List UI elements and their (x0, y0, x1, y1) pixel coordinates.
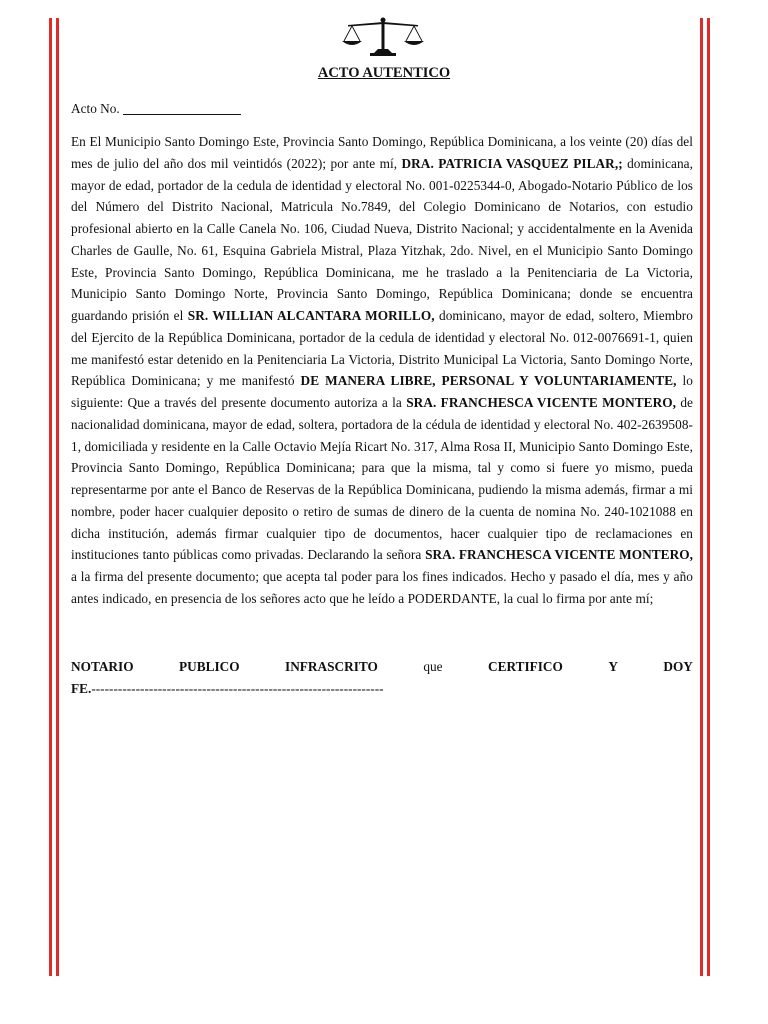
certification-word: DOY (663, 659, 693, 674)
paragraph-run: lo siguiente: Que a través del presente documento autoriza a la (71, 373, 693, 410)
certification-word: CERTIFICO (487, 659, 563, 674)
fe-label: FE. (71, 680, 92, 696)
left-border-line-inner (56, 18, 59, 976)
left-border-line-outer (49, 18, 52, 976)
paragraph-bold-run: SRA. FRANCHESCA VICENTE MONTERO, (425, 547, 693, 563)
paragraph-bold-run: DRA. PATRICIA VASQUEZ PILAR,; (401, 155, 623, 171)
paragraph-run: En El Municipio Santo Domingo Este, Provincia Santo Domingo, República Dominicana, a los veinte (20) días del mes de julio del año dos mil veintidós (2022); por ante mí, (71, 134, 693, 171)
certification-block (71, 656, 693, 700)
paragraph-bold-run: SRA. FRANCHESCA VICENTE MONTERO, (406, 395, 677, 410)
acto-number-line (71, 101, 241, 117)
right-border-line-outer (707, 18, 710, 976)
paragraph-run: de nacionalidad dominicana, mayor de edad, soltera, portadora de la cédula de identidad y electoral No. 402-2639508-1, domiciliada y residente en la Calle Octavio Mejía Ricart No. 317, Alma Rosa II, Municipio Santo Domingo Este, Provincia Santo Domingo, República Dominicana; para que la misma, tal y como si fuere yo mismo, pueda representarme por ante el Banco de Reservas de la República Dominicana, pudiendo la misma además, firmar a mi nombre, poder hacer cualquier deposito o retiro de sumas de dinero de la cuenta de nomina No. 240-1021088 en dicha institución, además firmar cualquier tipo de documentos, hacer cualquier tipo de reclamaciones en instituciones tanto públicas como privadas. Declarando la señora (71, 395, 694, 563)
certification-word: NOTARIO (71, 659, 134, 674)
acto-number-blank (123, 114, 241, 115)
certification-word: Y (608, 659, 618, 674)
scales-of-justice-icon (340, 16, 426, 56)
paragraph-run: dominicana, mayor de edad, portador de la cedula de identidad y electoral No. 001-0225344-0, Abogado-Notario Público de los del Número del Distrito Nacional, Matricula No.7849, del Colegio Dominicano de Notarios, con estudio profesional abierto en la Calle Canela No. 106, Ciudad Nueva, Distrito Nacional; y accidentalmente en la Avenida Charles de Gaulle, No. 61, Esquina Gabriela Mistral, Plaza Yitzhak, 2do. Nivel, en el Municipio Santo Domingo Este, Provincia Santo Domingo, República Dominicana, me he traslado a la Penitenciaria de La Victoria, Municipio Santo Domingo Norte, Provincia Santo Domingo, República Dominicana; donde se encuentra guardando prisión el (71, 155, 693, 323)
certification-line (71, 656, 693, 678)
certification-word: INFRASCRITO (285, 659, 378, 674)
certification-word: PUBLICO (179, 659, 240, 674)
document-title: ACTO AUTENTICO (317, 65, 451, 81)
paragraph-bold-run: DE MANERA LIBRE, PERSONAL Y VOLUNTARIAMENTE, (300, 373, 677, 389)
body-paragraph (71, 131, 693, 610)
right-border-line-inner (700, 18, 703, 976)
paragraph-run: dominicano, mayor de edad, soltero, Miembro del Ejercito de la República Dominicana, portador de la cedula de identidad y electoral No. 012-0076691-1, quien me manifestó estar detenido en la Penitenciaria La Victoria, Distrito Municipal La Victoria, Santo Domingo Norte, República Dominicana; y me manifestó (71, 308, 693, 389)
certification-end (71, 678, 693, 700)
fe-dashes: ------------------------------------------------------------------ (91, 680, 384, 696)
acto-number-label: Acto No. (71, 101, 120, 116)
certification-word: que (423, 659, 443, 674)
paragraph-run: a la firma del presente documento; que acepta tal poder para los fines indicados. Hecho y pasado el día, mes y año antes indicado, en presencia de los señores acto que he leído a PODERDANTE, la cual lo firma por ante mí; (71, 569, 693, 606)
paragraph-bold-run: SR. WILLIAN ALCANTARA MORILLO, (187, 308, 435, 323)
